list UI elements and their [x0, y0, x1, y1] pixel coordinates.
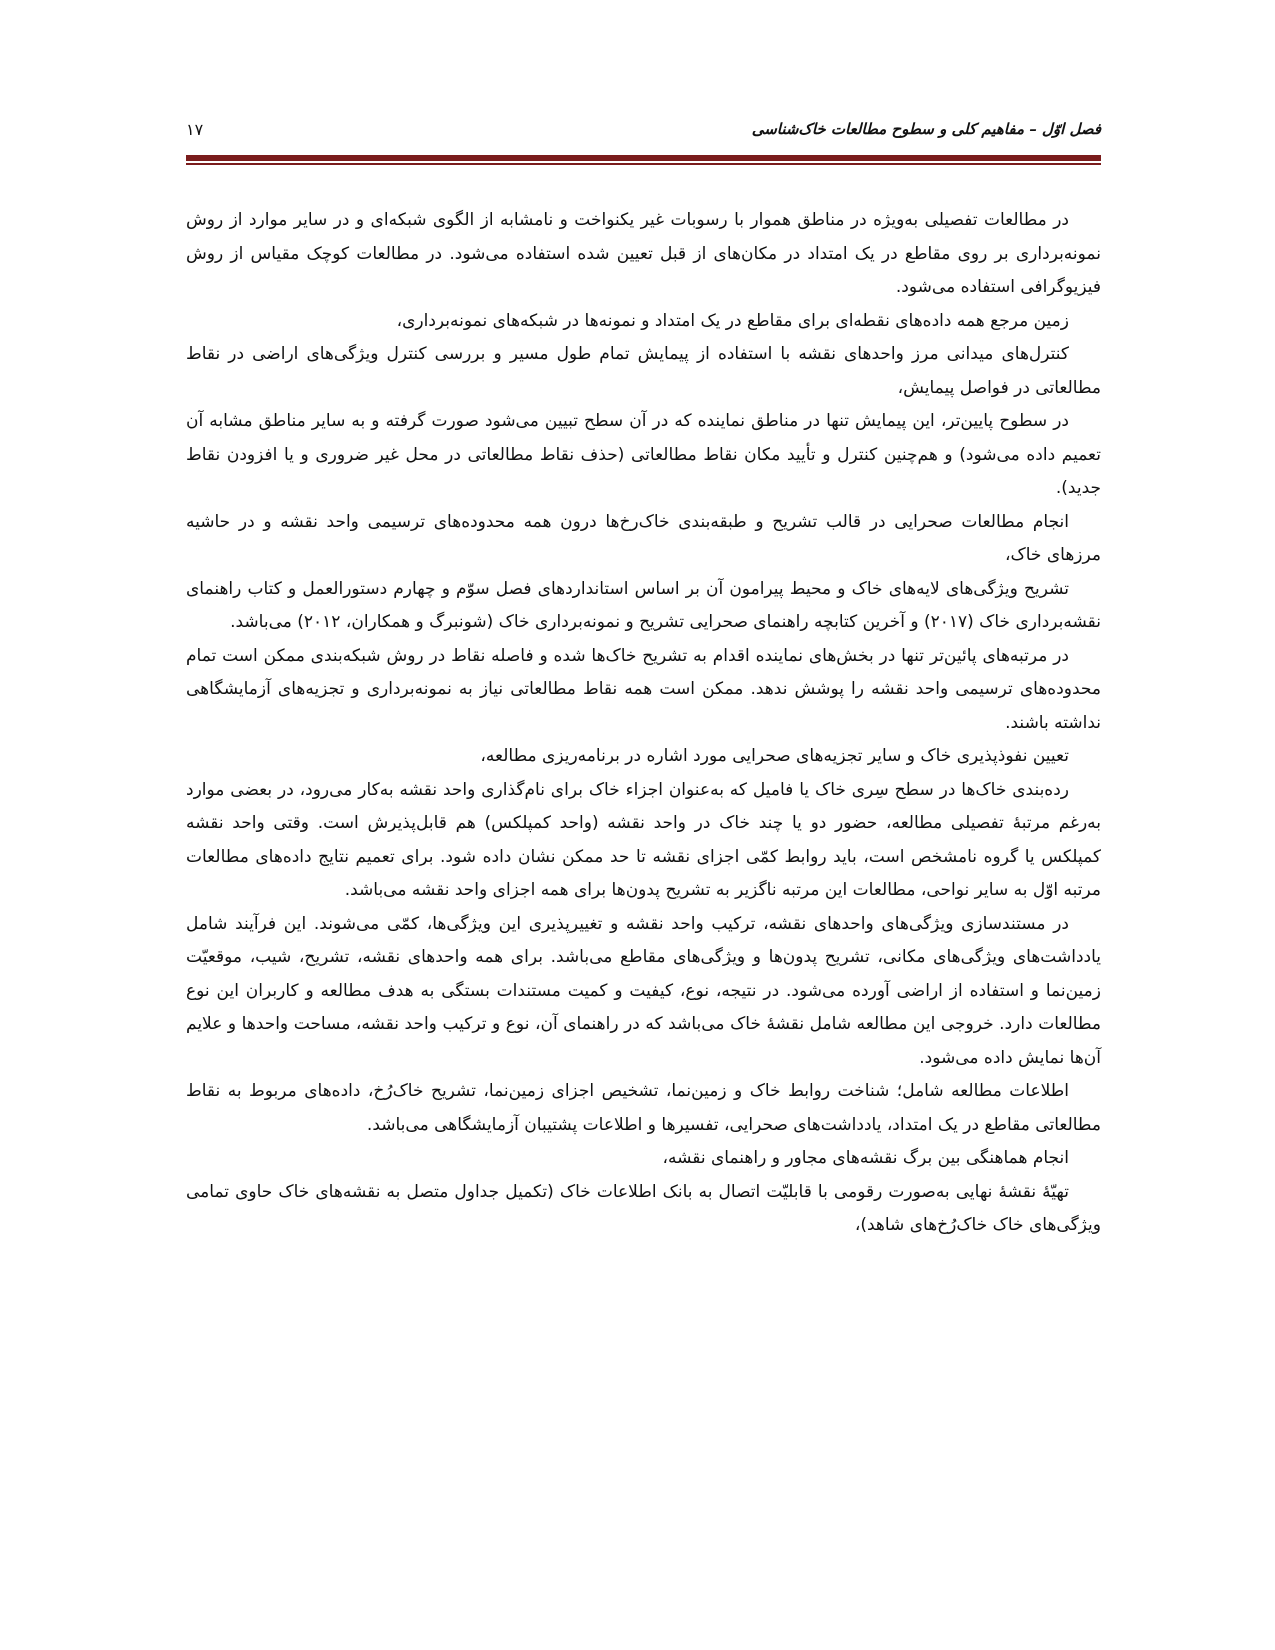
paragraph: رده‌بندی خاک‌ها در سطح سِری خاک یا فامیل که به‌عنوان اجزاء خاک برای نام‌گذاری واحد نقشه به‌کار می‌رود، در بعضی موارد به‌رغم مرتبهٔ تفصیلی مطالعه، حضور دو یا چند خاک در واحد نقشه (واحد کمپلکس) هم قابل‌پذیرش است. وقتی واحد نقشه کمپلکس یا گروه نامشخص است، باید روابط کمّی اجزای نقشه تا حد ممکن نشان داده شود. برای تعمیم نتایج داده‌های مطالعات مرتبه اوّل به سایر نواحی، مطالعات این مرتبه ناگزیر به تشریح پدون‌ها برای همه اجزای واحد نقشه می‌باشد. — [186, 779, 1101, 900]
paragraph: انجام مطالعات صحرایی در قالب تشریح و طبقه‌بندی خاک‌رخ‌ها درون همه محدوده‌های ترسیمی واحد نقشه و در حاشیه مرزهای خاک، — [186, 511, 1101, 565]
paragraph: اطلاعات مطالعه شامل؛ شناخت روابط خاک و زمین‌نما، تشخیص اجزای زمین‌نما، تشریح خاک‌رُخ، داده‌های مربوط به نقاط مطالعاتی مقاطع در یک امتداد، یادداشت‌های صحرایی، تفسیرها و اطلاعات پشتیبان آزمایشگاهی می‌باشد. — [186, 1081, 1101, 1135]
paragraph: زمین مرجع همه داده‌های نقطه‌ای برای مقاطع در یک امتداد و نمونه‌ها در شبکه‌های نمونه‌برداری، — [396, 310, 1069, 331]
page-header — [186, 118, 1101, 144]
paragraph: تشریح ویژگی‌های لایه‌های خاک و محیط پیرامون آن بر اساس استانداردهای فصل سوّم و چهارم دستورالعمل و کتاب راهنمای نقشه‌برداری خاک (۲۰۱۷) و آخرین کتابچه راهنمای صحرایی تشریح و نمونه‌برداری خاک (شونبرگ و همکاران، ۲۰۱۲) می‌باشد. — [186, 578, 1101, 632]
page-number: ۱۷ — [186, 120, 204, 139]
paragraph: در مستندسازی ویژگی‌های واحدهای نقشه، ترکیب واحد نقشه و تغییرپذیری این ویژگی‌ها، کمّی می‌شوند. این فرآیند شامل یادداشت‌های ویژگی‌های مکانی، تشریح پدون‌ها و ویژگی‌های مقاطع می‌باشد. برای همه واحدهای نقشه، تشریح، شیب، موقعیّت زمین‌نما و استفاده از اراضی آورده می‌شود. در نتیجه، نوع، کیفیت و کمیت مستندات بستگی به هدف مطالعه و کاربران این نوع مطالعات دارد. خروجی این مطالعه شامل نقشهٔ خاک می‌باشد که در راهنمای آن، نوع و ترکیب واحد نقشه، مساحت واحدها و علایم آن‌ها نمایش داده می‌شود. — [186, 913, 1101, 1068]
paragraph: تهیّهٔ نقشهٔ نهایی به‌صورت رقومی با قابلیّت اتصال به بانک اطلاعات خاک (تکمیل جداول متصل به نقشه‌های خاک حاوی تمامی ویژگی‌های خاک خاک‌رُخ‌های شاهد)، — [186, 1181, 1101, 1235]
paragraph: در مطالعات تفصیلی به‌ویژه در مناطق هموار با رسوبات غیر یکنواخت و نامشابه از الگوی شبکه‌ای و در سایر موارد از روش نمونه‌برداری بر روی مقاطع در یک امتداد در مکان‌های از قبل تعیین شده استفاده می‌شود. در مطالعات کوچک مقیاس از روش فیزیوگرافی استفاده می‌شود. — [186, 210, 1101, 297]
header-rule-thin — [186, 163, 1101, 165]
chapter-title: فصل اوّل – مفاهیم کلی و سطوح مطالعات خاک‌شناسی — [751, 120, 1101, 138]
paragraph: تعیین نفوذپذیری خاک و سایر تجزیه‌های صحرایی مورد اشاره در برنامه‌ریزی مطالعه، — [480, 746, 1069, 766]
paragraph: انجام هماهنگی بین برگ نقشه‌های مجاور و راهنمای نقشه، — [662, 1148, 1069, 1168]
paragraph: در مرتبه‌های پائین‌تر تنها در بخش‌های نماینده اقدام به تشریح خاک‌ها شده و فاصله نقاط در روش شبکه‌بندی ممکن است تمام محدوده‌های ترسیمی واحد نقشه را پوشش ندهد. ممکن است همه نقاط مطالعاتی نیاز به نمونه‌برداری و تجزیه‌های آزمایشگاهی نداشته باشند. — [186, 645, 1101, 733]
header-rule-thick — [186, 155, 1101, 161]
body-text — [186, 204, 1101, 1243]
paragraph: در سطوح پایین‌تر، این پیمایش تنها در مناطق نماینده که در آن سطح تبیین می‌شود صورت گرفته و به سایر مناطق مشابه آن تعمیم داده می‌شود) و هم‌چنین کنترل و تأیید مکان نقاط مطالعاتی (حذف نقاط مطالعاتی در محل غیر ضروری و یا افزودن نقاط جدید). — [186, 411, 1101, 498]
paragraph: کنترل‌های میدانی مرز واحدهای نقشه با استفاده از پیمایش تمام طول مسیر و بررسی کنترل ویژگی‌های اراضی در نقاط مطالعاتی در فواصل پیمایش، — [186, 344, 1101, 398]
